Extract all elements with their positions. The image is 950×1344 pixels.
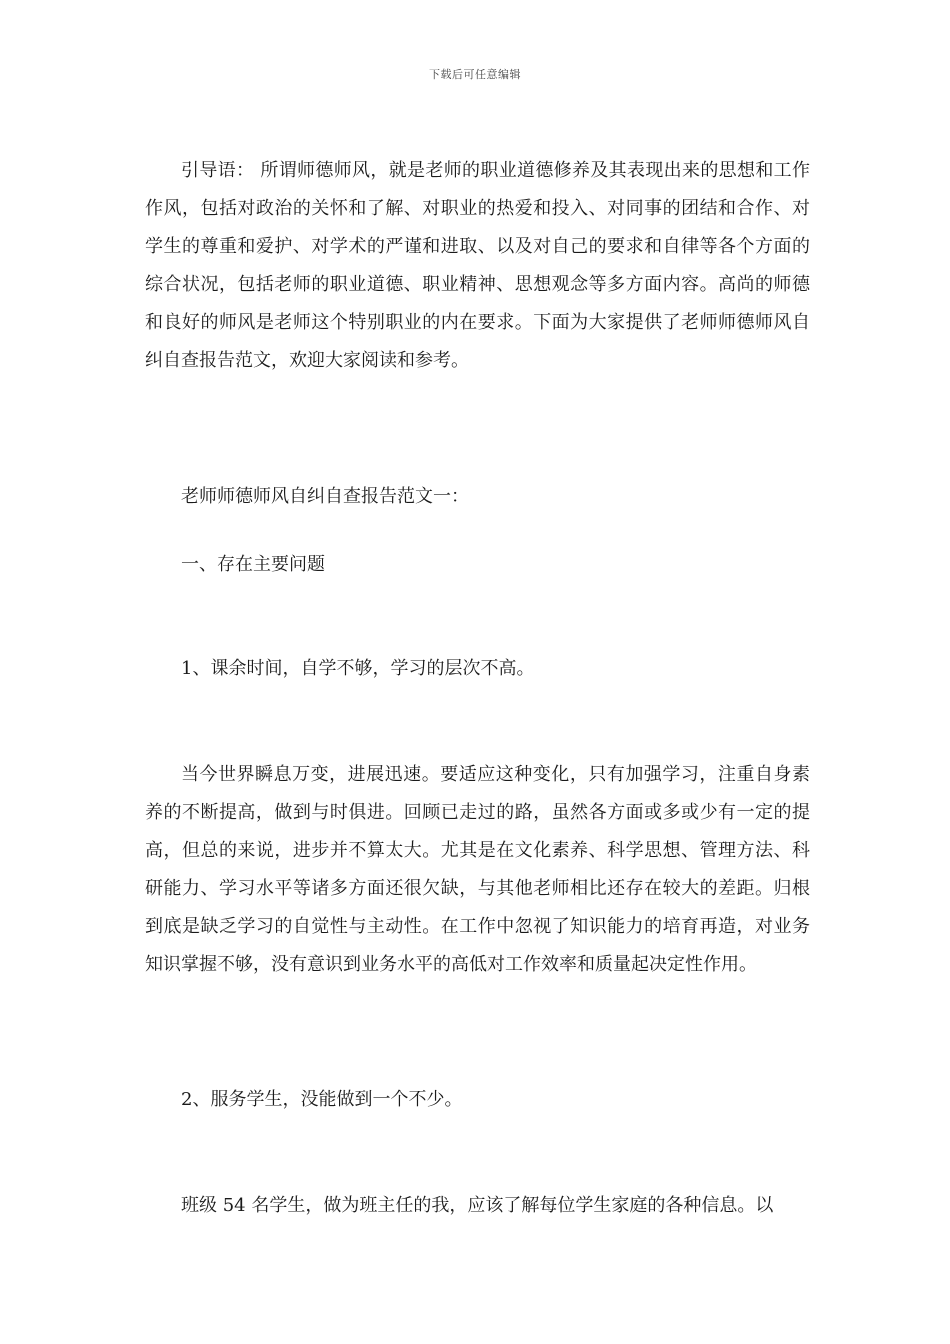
intro-text: 引导语： 所谓师德师风，就是老师的职业道德修养及其表现出来的思想和工作作风，包括对政治的关怀和了解、对职业的热爱和投入、对同事的团结和合作、对学生的尊重和爱护、对学术的严谨和进取、以及对自己的要求和自律等各个方面的综合状况，包括老师的职业道德、职业精神、思想观念等多方面内容。高尚的师德和良好的师风是老师这个特别职业的内在要求。下面为大家提供了老师师德师风自纠自查报告范文，欢迎大家阅读和参考。 bbox=[145, 160, 810, 371]
item-heading-2-text: 2、服务学生，没能做到一个不少。 bbox=[181, 1089, 463, 1110]
report-title bbox=[145, 478, 810, 516]
item-heading-1 bbox=[145, 650, 810, 688]
intro-paragraph bbox=[145, 152, 810, 380]
body-paragraph-1 bbox=[145, 756, 810, 984]
section-heading-text: 一、存在主要问题 bbox=[181, 554, 325, 575]
page-header: 下载后可任意编辑 bbox=[429, 68, 521, 81]
item-heading-2 bbox=[145, 1081, 810, 1119]
body-paragraph-1-text: 当今世界瞬息万变，进展迅速。要适应这种变化，只有加强学习，注重自身素养的不断提高，做到与时俱进。回顾已走过的路，虽然各方面或多或少有一定的提高，但总的来说，进步并不算太大。尤其是在文化素养、科学思想、管理方法、科研能力、学习水平等诸多方面还很欠缺，与其他老师相比还存在较大的差距。归根到底是缺乏学习的自觉性与主动性。在工作中忽视了知识能力的培育再造，对业务知识掌握不够，没有意识到业务水平的高低对工作效率和质量起决定性作用。 bbox=[145, 764, 810, 975]
report-title-text: 老师师德师风自纠自查报告范文一： bbox=[181, 486, 469, 507]
body-paragraph-2-text: 班级 54 名学生，做为班主任的我，应该了解每位学生家庭的各种信息。以 bbox=[181, 1195, 774, 1216]
section-heading bbox=[145, 546, 810, 584]
body-paragraph-2 bbox=[145, 1187, 810, 1225]
item-heading-1-text: 1、课余时间，自学不够，学习的层次不高。 bbox=[181, 658, 535, 679]
